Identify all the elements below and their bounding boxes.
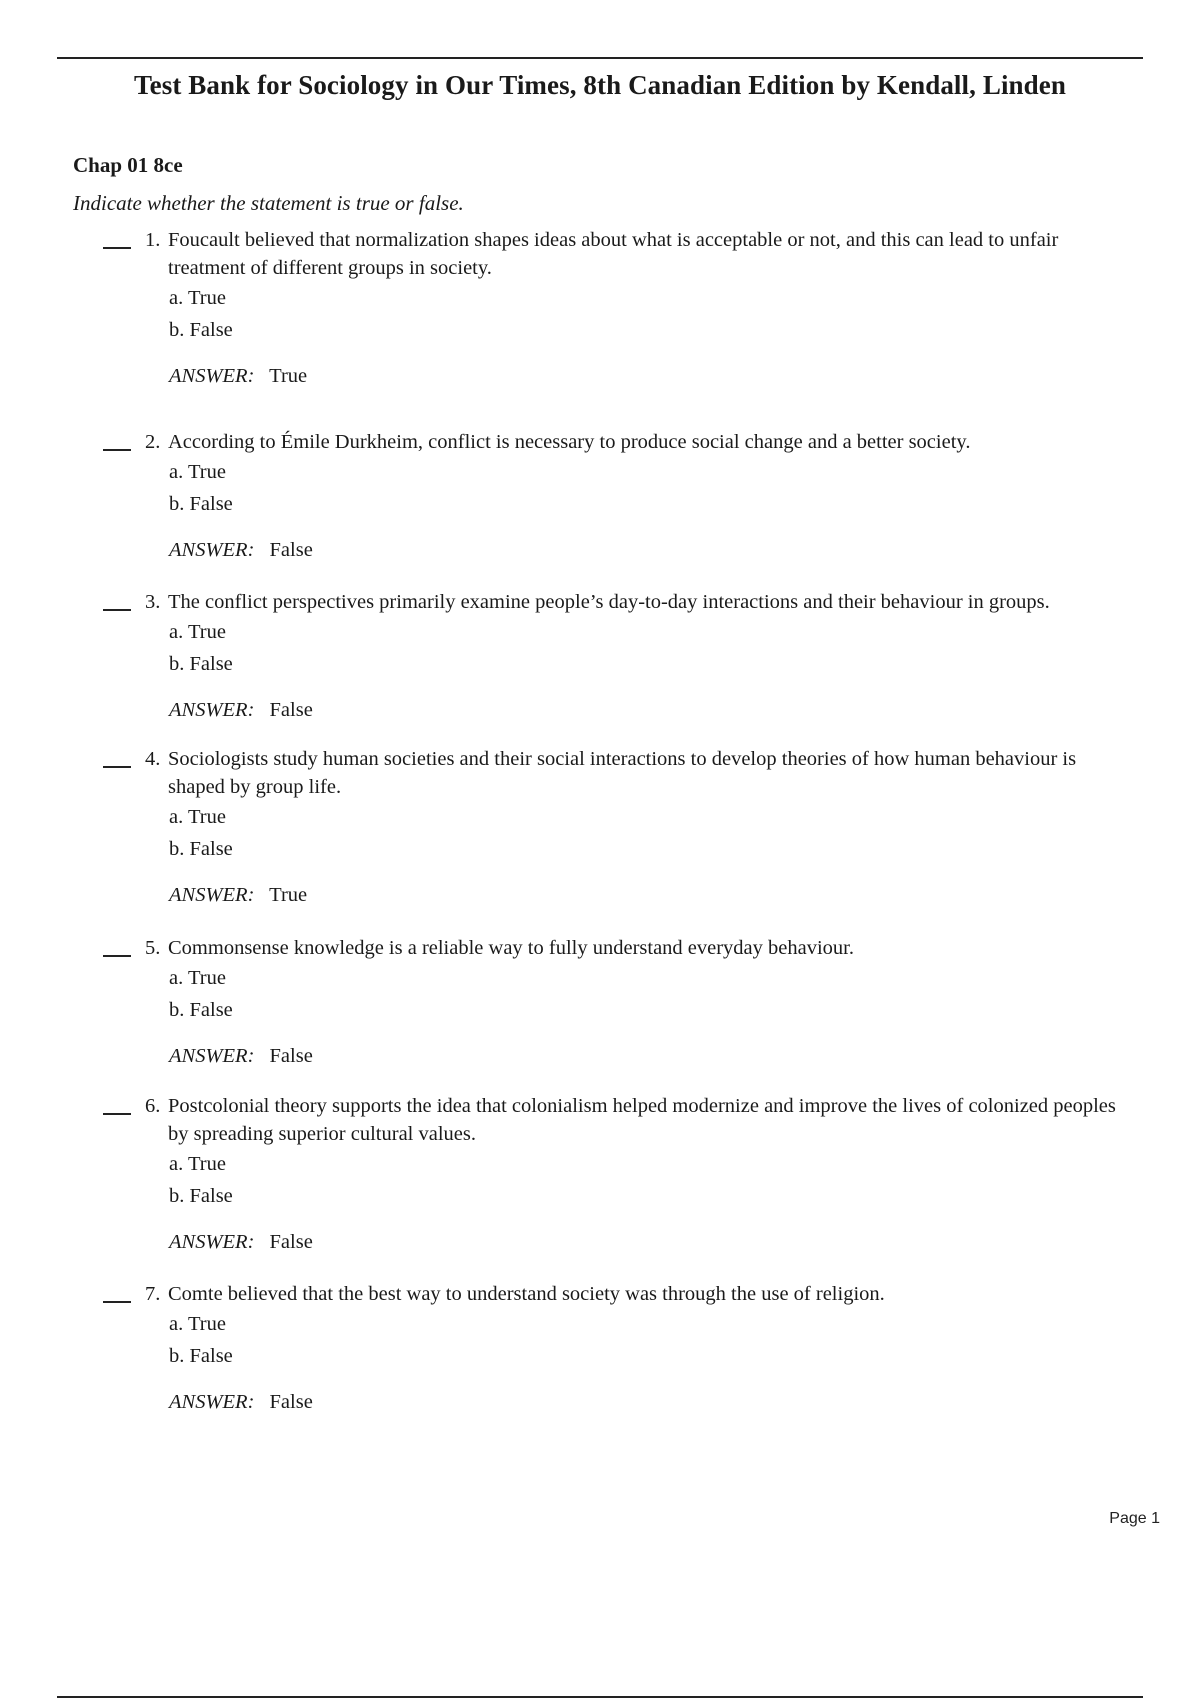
answer-value: False [269,539,313,561]
question-text: The conflict perspectives primarily examine people’s day-to-day interactions and their behaviour in groups. [168,591,1050,613]
question-text: Sociologists study human societies and their social interactions to develop theories of how human behaviour is shaped by group life. [168,748,1077,798]
answer-blank[interactable] [103,449,131,451]
question-text: Postcolonial theory supports the idea that colonialism helped modernize and improve the lives of colonized peoples by spreading superior cultural values. [168,1095,1116,1145]
question-number: 5. [145,937,161,959]
answer-line [169,536,1133,564]
question-3 [103,588,1133,724]
question-text: Commonsense knowledge is a reliable way to fully understand everyday behaviour. [168,937,854,959]
answer-blank[interactable] [103,1301,131,1303]
question-number: 6. [145,1095,161,1117]
answer-line [169,1228,1133,1256]
question-number: 4. [145,748,161,770]
answer-value: True [269,884,308,906]
option-false: b. False [169,319,233,341]
answer-label: ANSWER: [169,365,255,387]
question-text: According to Émile Durkheim, conflict is necessary to produce social change and a better society. [168,431,971,453]
answer-blank[interactable] [103,766,131,768]
answer-blank[interactable] [103,247,131,249]
question-7 [103,1280,1133,1416]
option-true: a. True [169,461,226,483]
instructions-text: Indicate whether the statement is true or false. [73,191,464,215]
option-false: b. False [169,1345,233,1367]
question-number: 3. [145,591,161,613]
question-4 [103,745,1133,909]
answer-label: ANSWER: [169,539,255,561]
question-1 [103,226,1133,390]
option-false: b. False [169,653,233,675]
document-title: Test Bank for Sociology in Our Times, 8th Canadian Edition by Kendall, Linden [134,70,1066,100]
question-text: Comte believed that the best way to understand society was through the use of religion. [168,1283,885,1305]
question-number: 1. [145,229,161,251]
option-true: a. True [169,967,226,989]
question-number: 7. [145,1283,161,1305]
question-2 [103,428,1133,564]
question-6 [103,1092,1133,1256]
question-text: Foucault believed that normalization shapes ideas about what is acceptable or not, and this can lead to unfair treatment of different groups in society. [168,229,1059,279]
answer-value: False [269,1231,313,1253]
top-rule [57,57,1143,59]
option-false: b. False [169,999,233,1021]
answer-value: False [269,1391,313,1413]
option-true: a. True [169,621,226,643]
bottom-rule [57,1696,1143,1698]
answer-line [169,696,1133,724]
option-false: b. False [169,838,233,860]
answer-line [169,1042,1133,1070]
answer-value: True [269,365,308,387]
option-false: b. False [169,493,233,515]
answer-label: ANSWER: [169,884,255,906]
answer-blank[interactable] [103,1113,131,1115]
option-true: a. True [169,287,226,309]
answer-label: ANSWER: [169,1391,255,1413]
answer-line [169,881,1133,909]
question-5 [103,934,1133,1070]
option-false: b. False [169,1185,233,1207]
answer-line [169,1388,1133,1416]
answer-blank[interactable] [103,955,131,957]
answer-line [169,362,1133,390]
page-number: Page 1 [1109,1510,1160,1527]
answer-value: False [269,1045,313,1067]
answer-blank[interactable] [103,609,131,611]
question-number: 2. [145,431,161,453]
option-true: a. True [169,1313,226,1335]
answer-label: ANSWER: [169,1045,255,1067]
answer-label: ANSWER: [169,1231,255,1253]
option-true: a. True [169,806,226,828]
answer-value: False [269,699,313,721]
chapter-heading: Chap 01 8ce [73,153,183,177]
answer-label: ANSWER: [169,699,255,721]
option-true: a. True [169,1153,226,1175]
